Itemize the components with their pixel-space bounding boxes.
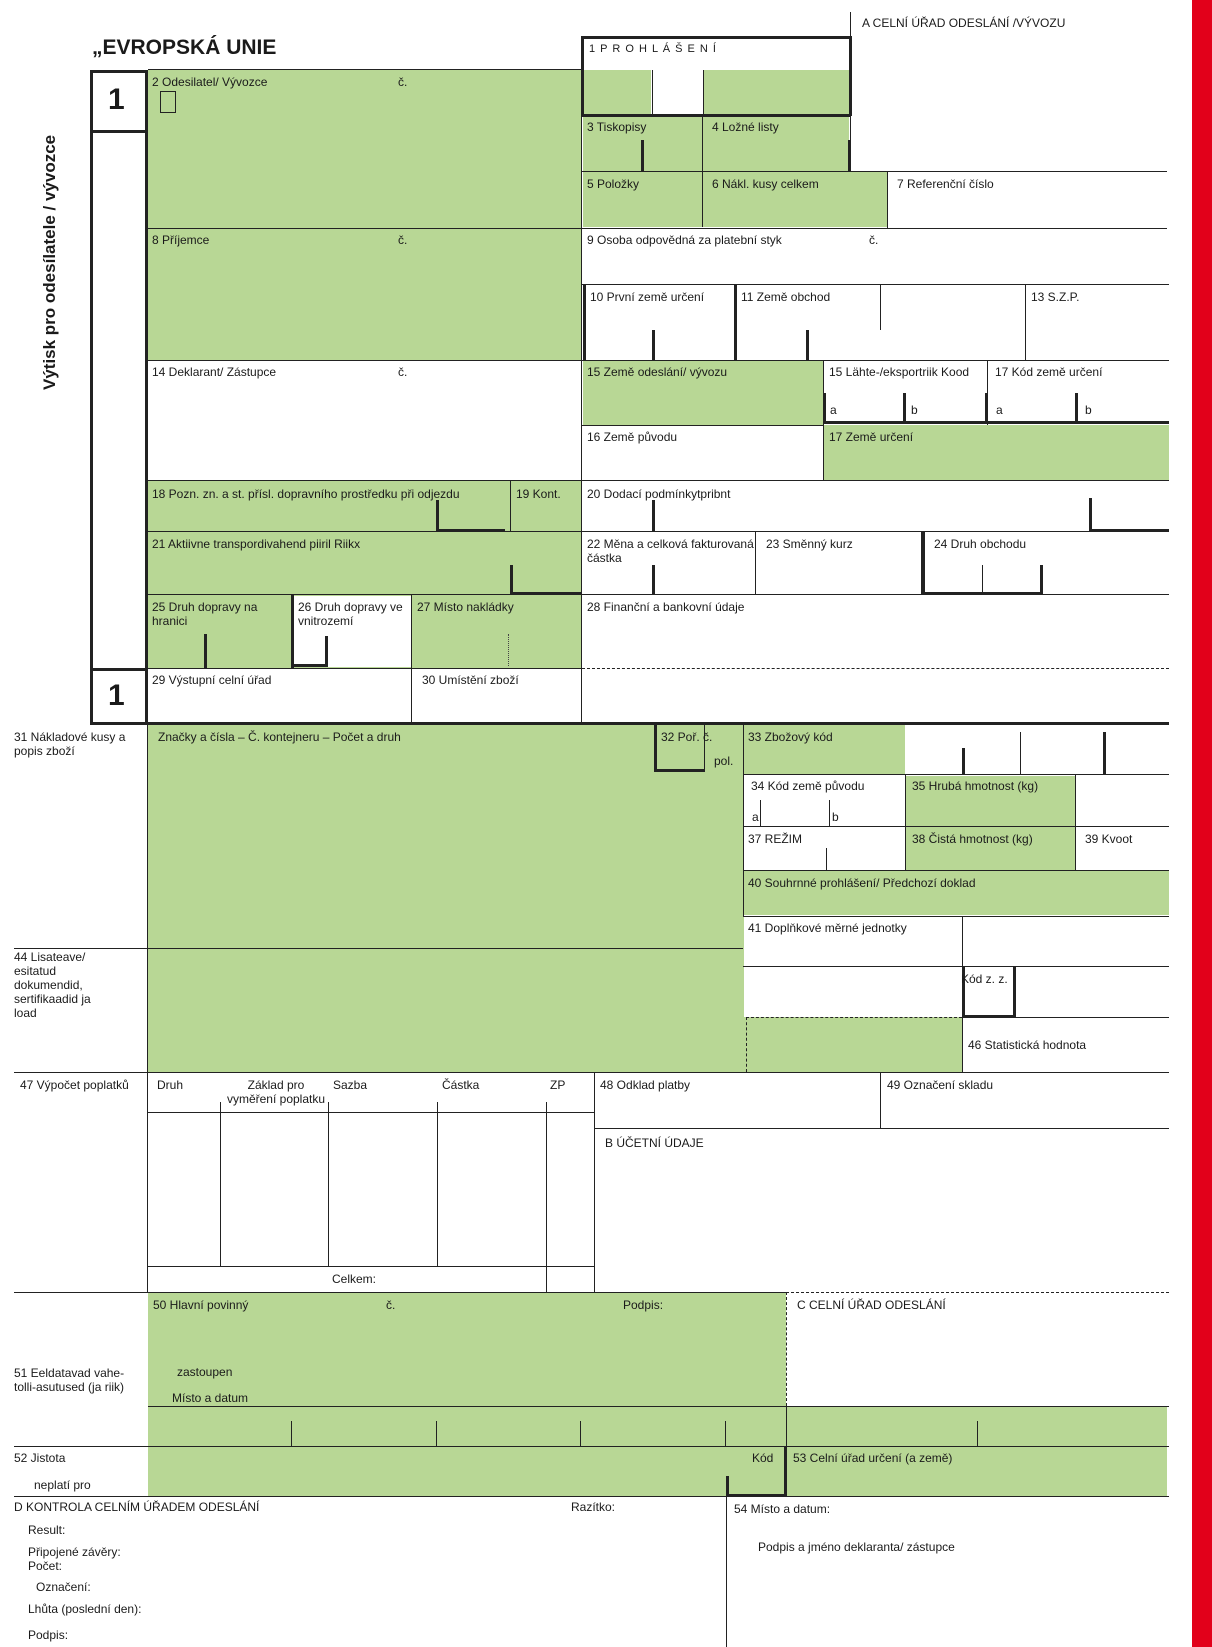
box-39-left	[1075, 774, 1076, 870]
row-21-top	[148, 531, 1169, 532]
box-1-div2	[703, 70, 704, 114]
pripojene-label: Připojené závěry:	[28, 1545, 121, 1559]
box-34-a: a	[752, 810, 759, 824]
box-11-label: 11 Země obchod	[741, 290, 831, 304]
box-1-div1	[652, 70, 653, 114]
box-15-label: 15 Země odeslání/ vývozu	[587, 365, 728, 379]
box-34-b: b	[832, 810, 839, 824]
row-51-strip-top	[148, 1406, 1169, 1407]
row-14-top	[148, 360, 1169, 361]
row-37-top	[743, 826, 1169, 827]
box-47-col4	[546, 1102, 547, 1292]
row-44-kod-top	[743, 966, 1169, 967]
copy-side-label: Výtisk pro odesílatele / vývozce	[40, 134, 59, 390]
box-2-fill	[148, 70, 581, 228]
copy-number-bottom: 1	[108, 679, 125, 712]
box-10-label: 10 První země určení	[590, 290, 705, 304]
box-33-left	[743, 724, 744, 917]
box-25-label: 25 Druh dopravy na hranici	[152, 600, 258, 628]
box-47-col3	[437, 1102, 438, 1266]
box-11-left	[734, 284, 737, 360]
box-44-dashed-h	[746, 1017, 962, 1018]
box-37-tick	[826, 848, 827, 870]
box-20-tick	[652, 500, 655, 531]
box-22-tick	[652, 565, 655, 594]
copy-col-right	[145, 70, 148, 724]
box-8-no: č.	[398, 233, 408, 247]
strip-tick4	[725, 1421, 726, 1446]
row-25-top	[148, 594, 1169, 595]
box-c-label: C CELNÍ ÚŘAD ODESLÁNÍ	[797, 1298, 946, 1312]
box-13-left	[1025, 284, 1026, 360]
pocet-label: Počet:	[28, 1559, 63, 1573]
checkbox-icon[interactable]	[160, 91, 176, 113]
box-28-label: 28 Finanční a bankovní údaje	[587, 600, 745, 614]
box-17k-a: a	[996, 403, 1003, 417]
box-17-label: 17 Země určení	[829, 430, 914, 444]
box-24-label: 24 Druh obchodu	[934, 537, 1027, 551]
box-6-label: 6 Nákl. kusy celkem	[712, 177, 819, 191]
box-30-label: 30 Umístění zboží	[422, 673, 519, 687]
row-34-top	[743, 774, 1169, 775]
red-edge-bar	[1192, 0, 1212, 1647]
box-54-sign-label: Podpis a jméno deklaranta/ zástupce	[758, 1540, 955, 1554]
copy-col-left	[90, 70, 93, 724]
box-14-no: č.	[398, 365, 408, 379]
row-d-top	[14, 1496, 1169, 1497]
box-52-53-fill	[148, 1446, 1167, 1496]
box-18-label: 18 Pozn. zn. a st. přísl. dopravního prostředku při odjezdu	[152, 487, 460, 501]
box-46-top	[1013, 1017, 1169, 1018]
box-20-label: 20 Dodací podmínkytpribnt	[587, 487, 731, 501]
box-50-no: č.	[386, 1298, 396, 1312]
box-15k-a: a	[830, 403, 837, 417]
box-33-tick3	[1103, 732, 1106, 774]
box-32-pol: pol.	[714, 754, 734, 768]
box-10-tick	[652, 330, 655, 360]
row-41-top	[743, 916, 1169, 917]
box-49-label: 49 Označení skladu	[887, 1078, 994, 1092]
box-3-label: 3 Tiskopisy	[587, 120, 647, 134]
box-47-col2	[328, 1102, 329, 1266]
box-24-tick	[1040, 565, 1043, 594]
box-50-label: 50 Hlavní povinný	[153, 1298, 249, 1312]
col-druh: Druh	[157, 1078, 184, 1092]
box-31-label: 31 Nákladové kusy a popis zboží	[14, 730, 126, 758]
box-51-label: 51 Eeldatavad vahe-tolli-asutused (ja riik)	[14, 1366, 125, 1394]
row-44-top	[148, 948, 743, 949]
box-53-label: 53 Celní úřad určení (a země)	[793, 1451, 953, 1465]
box-22-label: 22 Měna a celková fakturovaná částka	[587, 537, 754, 565]
kod-zz-label: Kód z. z.	[961, 972, 1008, 986]
box-11-tick	[806, 330, 809, 360]
box-47-total-line	[148, 1266, 594, 1267]
oznaceni-label: Označení:	[36, 1580, 91, 1594]
box-44-lower-fill	[744, 1017, 962, 1072]
col-castka: Částka	[442, 1078, 480, 1092]
box-d-label: D KONTROLA CELNÍM ÚŘADEM ODESLÁNÍ	[14, 1500, 260, 1514]
row-29-top	[148, 668, 582, 669]
box-24-mid	[982, 565, 983, 593]
box-48-label: 48 Odklad platby	[600, 1078, 691, 1092]
box-8-fill	[148, 228, 581, 360]
box-1-label: 1 P R O H L Á Š E N Í	[589, 43, 717, 55]
box-9-no: č.	[869, 233, 879, 247]
box-19-left	[510, 480, 511, 531]
box-51-strip-fill	[148, 1406, 1167, 1446]
box-b-top	[594, 1128, 1169, 1129]
kod-label: Kód	[752, 1451, 774, 1465]
kod-zz-bottom	[962, 1015, 1016, 1018]
result-label: Result:	[28, 1523, 66, 1537]
row-5-top	[582, 171, 1167, 172]
box-28-dashed	[582, 668, 1169, 669]
box-54-left	[726, 1496, 727, 1647]
box-44-dashed-v	[746, 1017, 747, 1072]
box-15k-bottom	[823, 421, 1169, 424]
box-49-left	[880, 1072, 881, 1128]
box-46-label: 46 Statistická hodnota	[968, 1038, 1087, 1052]
box-3-tick	[641, 140, 644, 172]
box-15k-b: b	[911, 403, 918, 417]
box-34-label: 34 Kód země původu	[751, 779, 865, 793]
box-30-left	[411, 668, 412, 724]
box-53-left	[784, 1446, 787, 1496]
strip-tick1	[291, 1421, 292, 1446]
box-34-tick-a	[760, 800, 761, 826]
box-14-label: 14 Deklarant/ Zástupce	[152, 365, 277, 379]
copy-box1-bottom	[90, 130, 148, 133]
razitko-label: Razítko:	[571, 1500, 616, 1514]
box-2-label: 2 Odesilatel/ Vývozce	[152, 75, 268, 89]
box-21-tick	[510, 565, 513, 594]
box-26-bracket	[291, 664, 327, 667]
box-15k-tick-b	[903, 393, 906, 423]
kod-zz-right	[1013, 966, 1016, 1018]
box-27-label: 27 Místo nakládky	[417, 600, 514, 614]
col-zaklad: Základ pro vyměření poplatku	[226, 1078, 326, 1106]
box-33-tick1	[962, 748, 965, 774]
row-50-top	[14, 1292, 786, 1293]
celkem-label: Celkem:	[332, 1272, 377, 1286]
box-26-label: 26 Druh dopravy ve vnitrozemí	[298, 600, 403, 628]
box-12-left	[880, 284, 881, 330]
box-31-inner: Značky a čísla – Č. kontejneru – Počet a druh	[158, 730, 401, 744]
podpis-d-label: Podpis:	[28, 1628, 69, 1642]
strip-tick3	[580, 1421, 581, 1446]
box-32-bottom	[654, 769, 705, 772]
col-sazba: Sazba	[333, 1078, 368, 1092]
box-4-tick	[848, 140, 851, 172]
box-b-label: B ÚČETNÍ ÚDAJE	[605, 1136, 704, 1150]
box-17k-tick-a	[985, 393, 988, 423]
row-47-top	[14, 1072, 1169, 1073]
misto-datum-label: Místo a datum	[172, 1391, 249, 1405]
strip-tick6	[977, 1421, 978, 1446]
neplati-label: neplatí pro	[34, 1478, 91, 1492]
box-47-header-line	[148, 1112, 594, 1113]
box-52-label: 52 Jistota	[14, 1451, 66, 1465]
box-2-no: č.	[398, 75, 408, 89]
box-29-label: 29 Výstupní celní úřad	[152, 673, 272, 687]
kod-tick	[726, 1476, 729, 1496]
box-16-label: 16 Země původu	[587, 430, 678, 444]
box-47-right	[594, 1072, 595, 1292]
copy-box2-bottom	[90, 722, 148, 725]
box-18-tick	[436, 500, 439, 531]
box-35-left	[905, 774, 906, 870]
strip-tick5	[786, 1406, 787, 1446]
box-46-left	[962, 1017, 963, 1072]
box-39-label: 39 Kvoot	[1085, 832, 1133, 846]
box-1-left	[581, 36, 584, 116]
box-41-right	[962, 916, 963, 966]
box-33-tick2	[1020, 732, 1021, 774]
box-1-bottom	[581, 114, 851, 117]
row-31-top	[148, 722, 1169, 725]
box-a-label: A CELNÍ ÚŘAD ODESLÁNÍ /VÝVOZU	[862, 16, 1066, 30]
box-23-label: 23 Směnný kurz	[766, 537, 853, 551]
box-17k-b: b	[1085, 403, 1092, 417]
box-19-label: 19 Kont.	[516, 487, 561, 501]
lhuta-label: Lhůta (poslední den):	[28, 1602, 142, 1616]
box-35-label: 35 Hrubá hmotnost (kg)	[912, 779, 1039, 793]
box-17k-tick-b	[1075, 393, 1078, 423]
box-47-col1	[220, 1102, 221, 1266]
box-5-label: 5 Položky	[587, 177, 640, 191]
box-34-tick-b	[829, 800, 830, 826]
item-left-line	[147, 724, 148, 1292]
main-divider	[581, 116, 582, 724]
box-26-left	[291, 594, 294, 668]
row-8-top	[148, 228, 1167, 229]
box-41-label: 41 Doplňkové měrné jednotky	[748, 921, 907, 935]
box-32-left	[654, 724, 657, 771]
row2-top	[148, 69, 582, 70]
box-8-label: 8 Příjemce	[152, 233, 210, 247]
box-13-label: 13 S.Z.P.	[1031, 290, 1080, 304]
box-15k-tick-a	[823, 393, 826, 423]
strip-tick2	[436, 1421, 437, 1446]
box-38-label: 38 Čistá hmotnost (kg)	[912, 832, 1033, 846]
box-15k-label: 15 Lähte-/eksportriik Kood	[829, 365, 970, 379]
box-54-label: 54 Místo a datum:	[734, 1502, 831, 1516]
box-1-top	[581, 36, 851, 39]
box-4-label: 4 Ložné listy	[712, 120, 779, 134]
box-c-dashed-left	[786, 1292, 787, 1406]
box-44-label: 44 Lisateave/ esitatud dokumendid, sertifikaadid ja load	[14, 950, 91, 1020]
box-20-right-tick	[1089, 498, 1092, 531]
box-9-label: 9 Osoba odpovědná za platební styk	[587, 233, 782, 247]
row-40-top	[743, 870, 1169, 871]
col-zp: ZP	[550, 1078, 566, 1092]
box-1c-fill	[704, 70, 849, 114]
form-title: „EVROPSKÁ UNIE	[92, 36, 277, 59]
copy-box2-top	[90, 668, 148, 671]
copy-number: 1	[108, 83, 125, 116]
box-44-kod-blank	[744, 966, 962, 1017]
row-16-top	[582, 425, 824, 426]
box-53-right-top	[1067, 1446, 1167, 1447]
box-1a-fill	[583, 70, 651, 114]
box-50-podpis: Podpis:	[623, 1298, 664, 1312]
box-25-tick	[204, 634, 207, 668]
box-27-dotted	[508, 634, 509, 666]
row-52-top	[14, 1446, 1169, 1447]
row-18-top	[148, 480, 1169, 481]
box-31-fill	[148, 724, 743, 1072]
box-24-bracket-left	[922, 531, 925, 594]
box-40-label: 40 Souhrnné prohlášení/ Předchozí doklad	[748, 876, 976, 890]
box-47-label: 47 Výpočet poplatků	[20, 1078, 129, 1092]
box-37-label: 37 REŽIM	[748, 832, 803, 846]
copy-top	[90, 70, 148, 73]
box-c-dashed-top	[786, 1292, 1169, 1293]
box-32-label: 32 Poř. č.	[661, 730, 713, 744]
box-21-label: 21 Aktiivne transpordivahend piiril Riikx	[152, 537, 361, 551]
box-26-tick	[325, 636, 328, 667]
box-7-left	[887, 171, 888, 228]
box-10-left	[583, 284, 586, 360]
row-44-left-top	[14, 948, 148, 949]
box-17k-label: 17 Kód země určení	[995, 365, 1103, 379]
zastoupen-label: zastoupen	[177, 1365, 233, 1379]
box-7-label: 7 Referenční číslo	[897, 177, 994, 191]
row-10-top	[582, 284, 1169, 285]
box-33-label: 33 Zbožový kód	[748, 730, 833, 744]
